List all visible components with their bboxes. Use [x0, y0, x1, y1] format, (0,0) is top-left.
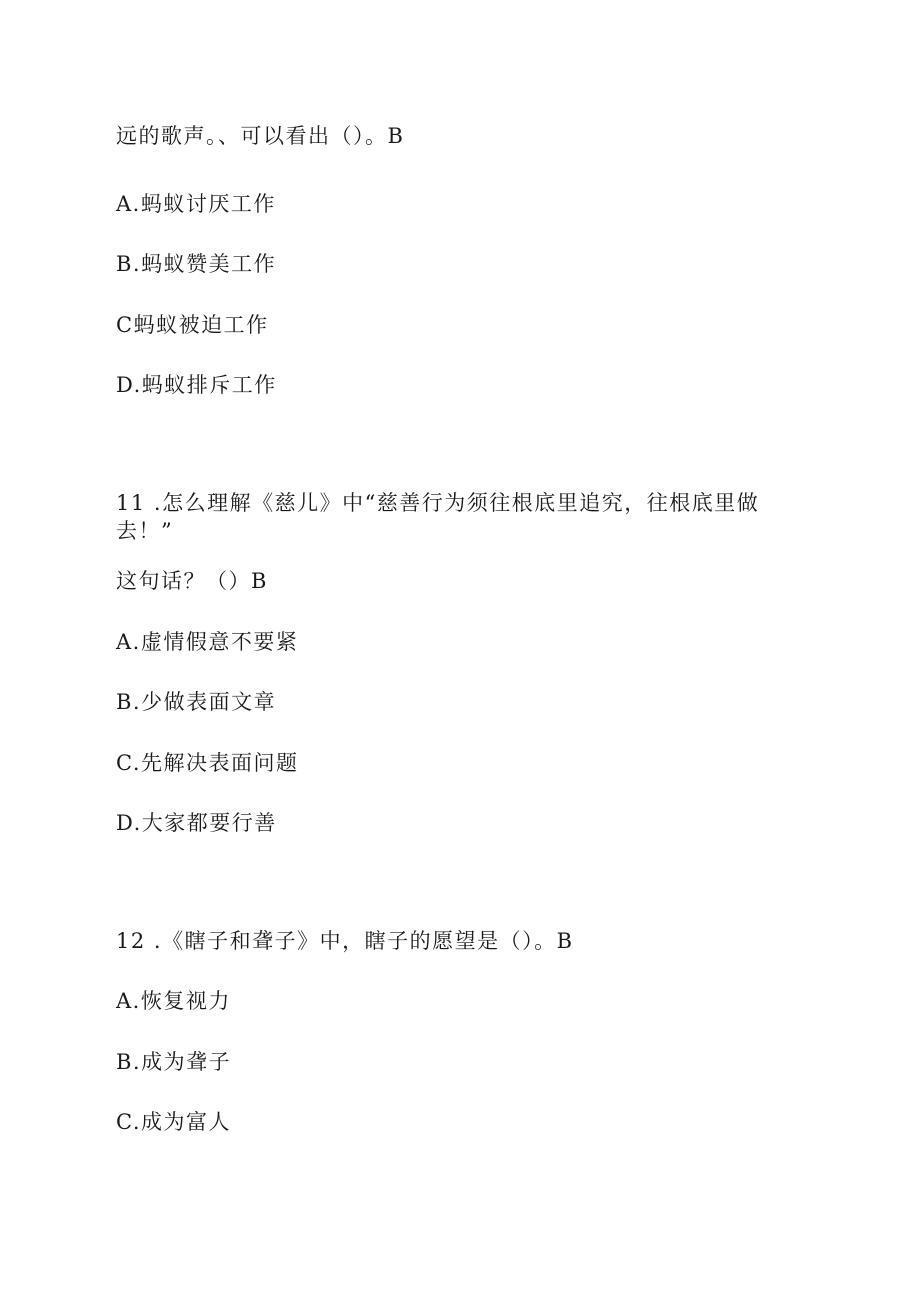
q10-option-c: C蚂蚁被迫工作 [116, 313, 269, 337]
q10-option-d: D.蚂蚁排斥工作 [116, 373, 277, 397]
q12-option-c: C.成为富人 [116, 1110, 231, 1134]
q12-option-a: A.恢复视力 [116, 989, 231, 1013]
q11-stem-line3: 这句话？（）B [116, 569, 268, 593]
q10-option-a: A.蚂蚁讨厌工作 [116, 192, 276, 216]
q12-stem: 12 .《瞎子和聋子》中，瞎子的愿望是（）。B [116, 929, 574, 953]
q11-option-a: A.虚情假意不要紧 [116, 630, 299, 654]
q12-option-b: B.成为聋子 [116, 1050, 232, 1074]
q11-option-b: B.少做表面文章 [116, 690, 277, 714]
q10-option-b: B.蚂蚁赞美工作 [116, 252, 277, 276]
q11-stem-line2: 去！” [116, 519, 174, 543]
q11-option-c: C.先解决表面问题 [116, 751, 299, 775]
q10-stem-tail: 远的歌声。、可以看出（）。B [116, 124, 405, 148]
q11-option-d: D.大家都要行善 [116, 811, 277, 835]
q11-stem-line1: 11 .怎么理解《慈儿》中“慈善行为须往根底里追究，往根底里做 [116, 491, 760, 515]
